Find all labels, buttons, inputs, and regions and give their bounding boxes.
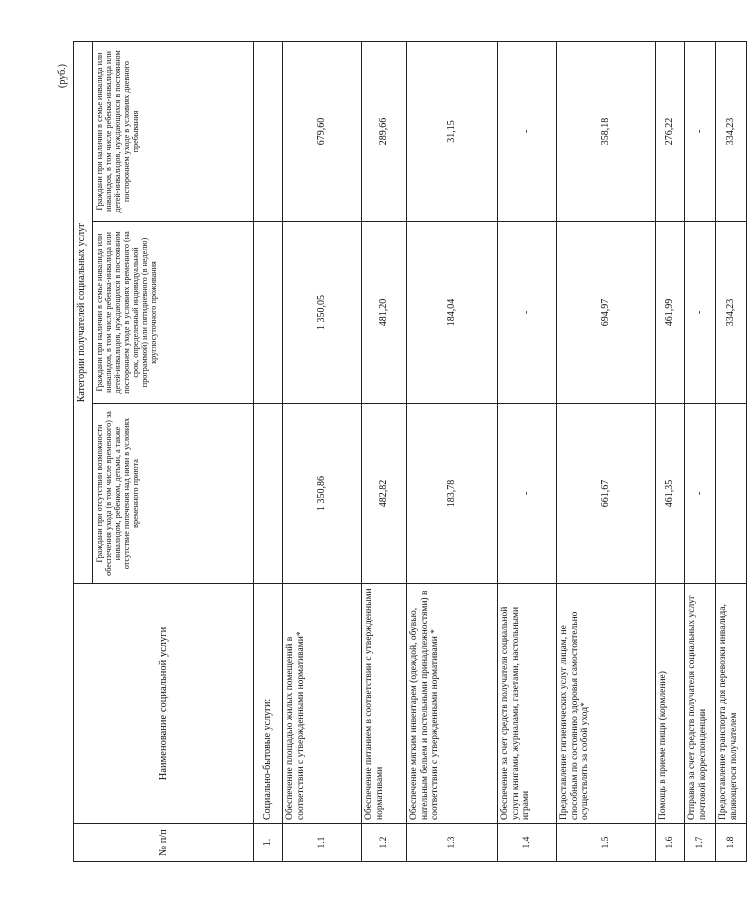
row-value-3: 31,15 bbox=[407, 42, 498, 222]
row-value-2: - bbox=[685, 222, 716, 404]
row-value-1: 1 350,86 bbox=[283, 404, 362, 584]
table-row bbox=[685, 42, 716, 862]
row-value-3: 358,18 bbox=[557, 42, 656, 222]
row-service-name: Предоставление транспорта для перевозки инвалида, являющегося получателем bbox=[716, 584, 747, 824]
tariff-table bbox=[73, 41, 747, 862]
rotated-table-block bbox=[55, 42, 739, 862]
row-service-name: Обеспечение мягким инвентарем (одеждой, обувью, нательным бельем и постельными принадлежностями) в соответствии с утвержденными нормативами * bbox=[407, 584, 498, 824]
row-value-3: - bbox=[685, 42, 716, 222]
header-category-2: Граждани при наличии в семье инвалида или инвалидов, в том числе ребенка-инвалида или детей-инвалидов, нуждающихся в постоянном постороннем уходе в условиях временного (на срок, определенный индивидуальной программой) или пятидневного (в неделю) круглосуточного проживания bbox=[93, 222, 254, 404]
header-service-name: Наименование социальной услуги bbox=[74, 584, 254, 824]
row-value-2: - bbox=[498, 222, 557, 404]
row-service-name: Обеспечение питанием в соответствии с утвержденными нормативами bbox=[362, 584, 407, 824]
unit-label: (руб.) bbox=[57, 64, 68, 88]
row-service-name: Помощь в приеме пищи (кормление) bbox=[656, 584, 685, 824]
row-value-1: 661,67 bbox=[557, 404, 656, 584]
row-number: 1.4 bbox=[498, 824, 557, 862]
table-row bbox=[407, 42, 498, 862]
row-value-3: 679,60 bbox=[283, 42, 362, 222]
row-number: 1.7 bbox=[685, 824, 716, 862]
row-number: 1.6 bbox=[656, 824, 685, 862]
header-category-3: Граждани при наличии в семье инвалида или инвалидов, в том числе ребенка-инвалида или детей-инвалидов, нуждающихся в постоянном постороннем уходе в условиях дневного пребывания bbox=[93, 42, 254, 222]
row-value-2: 481,20 bbox=[362, 222, 407, 404]
header-number: № п/п bbox=[74, 824, 254, 862]
row-value-3: 289,66 bbox=[362, 42, 407, 222]
row-service-name: Отправка за счет средств получателя социальных услуг почтовой корреспонденции bbox=[685, 584, 716, 824]
row-service-name: Обеспечение за счет средств получателя социальной услуги книгами, журналами, газетами, настольными играми bbox=[498, 584, 557, 824]
row-number: 1.8 bbox=[716, 824, 747, 862]
row-number: 1.1 bbox=[283, 824, 362, 862]
row-value-2: 461,99 bbox=[656, 222, 685, 404]
row-value-3: - bbox=[498, 42, 557, 222]
table-row bbox=[362, 42, 407, 862]
row-value-1: 482,82 bbox=[362, 404, 407, 584]
section-number: 1. bbox=[254, 824, 283, 862]
section-row bbox=[254, 42, 283, 862]
row-number: 1.5 bbox=[557, 824, 656, 862]
row-value-1: - bbox=[685, 404, 716, 584]
row-number: 1.2 bbox=[362, 824, 407, 862]
row-number: 1.3 bbox=[407, 824, 498, 862]
row-service-name: Обеспечение площадью жилых помещений в соответствии с утвержденными нормативами* bbox=[283, 584, 362, 824]
row-value-1 bbox=[716, 404, 747, 584]
row-service-name: Предоставление гигиенических услуг лицам, не способным по состоянию здоровья самостоятельно осуществлять за собой уход* bbox=[557, 584, 656, 824]
table-row bbox=[656, 42, 685, 862]
row-value-2: 694,97 bbox=[557, 222, 656, 404]
row-value-1: 461,35 bbox=[656, 404, 685, 584]
row-value-3: 276,22 bbox=[656, 42, 685, 222]
section-title: Социально-бытовые услуги: bbox=[254, 584, 283, 824]
row-value-1: 183,78 bbox=[407, 404, 498, 584]
row-value-1: - bbox=[498, 404, 557, 584]
row-value-2: 184,04 bbox=[407, 222, 498, 404]
header-category-1: Граждани при отсутствии возможности обеспечения ухода (в том числе временного) за инвалидом, ребенком, детьми, а также отсутствие попечения над ними в условиях временного приюта bbox=[93, 404, 254, 584]
row-value-2: 1 350,05 bbox=[283, 222, 362, 404]
table-row bbox=[557, 42, 656, 862]
table-row bbox=[283, 42, 362, 862]
header-categories: Категории получателей социальных услуг bbox=[74, 42, 93, 584]
table-row bbox=[716, 42, 747, 862]
table-row bbox=[498, 42, 557, 862]
row-value-3: 334,23 bbox=[716, 42, 747, 222]
row-value-2: 334,23 bbox=[716, 222, 747, 404]
